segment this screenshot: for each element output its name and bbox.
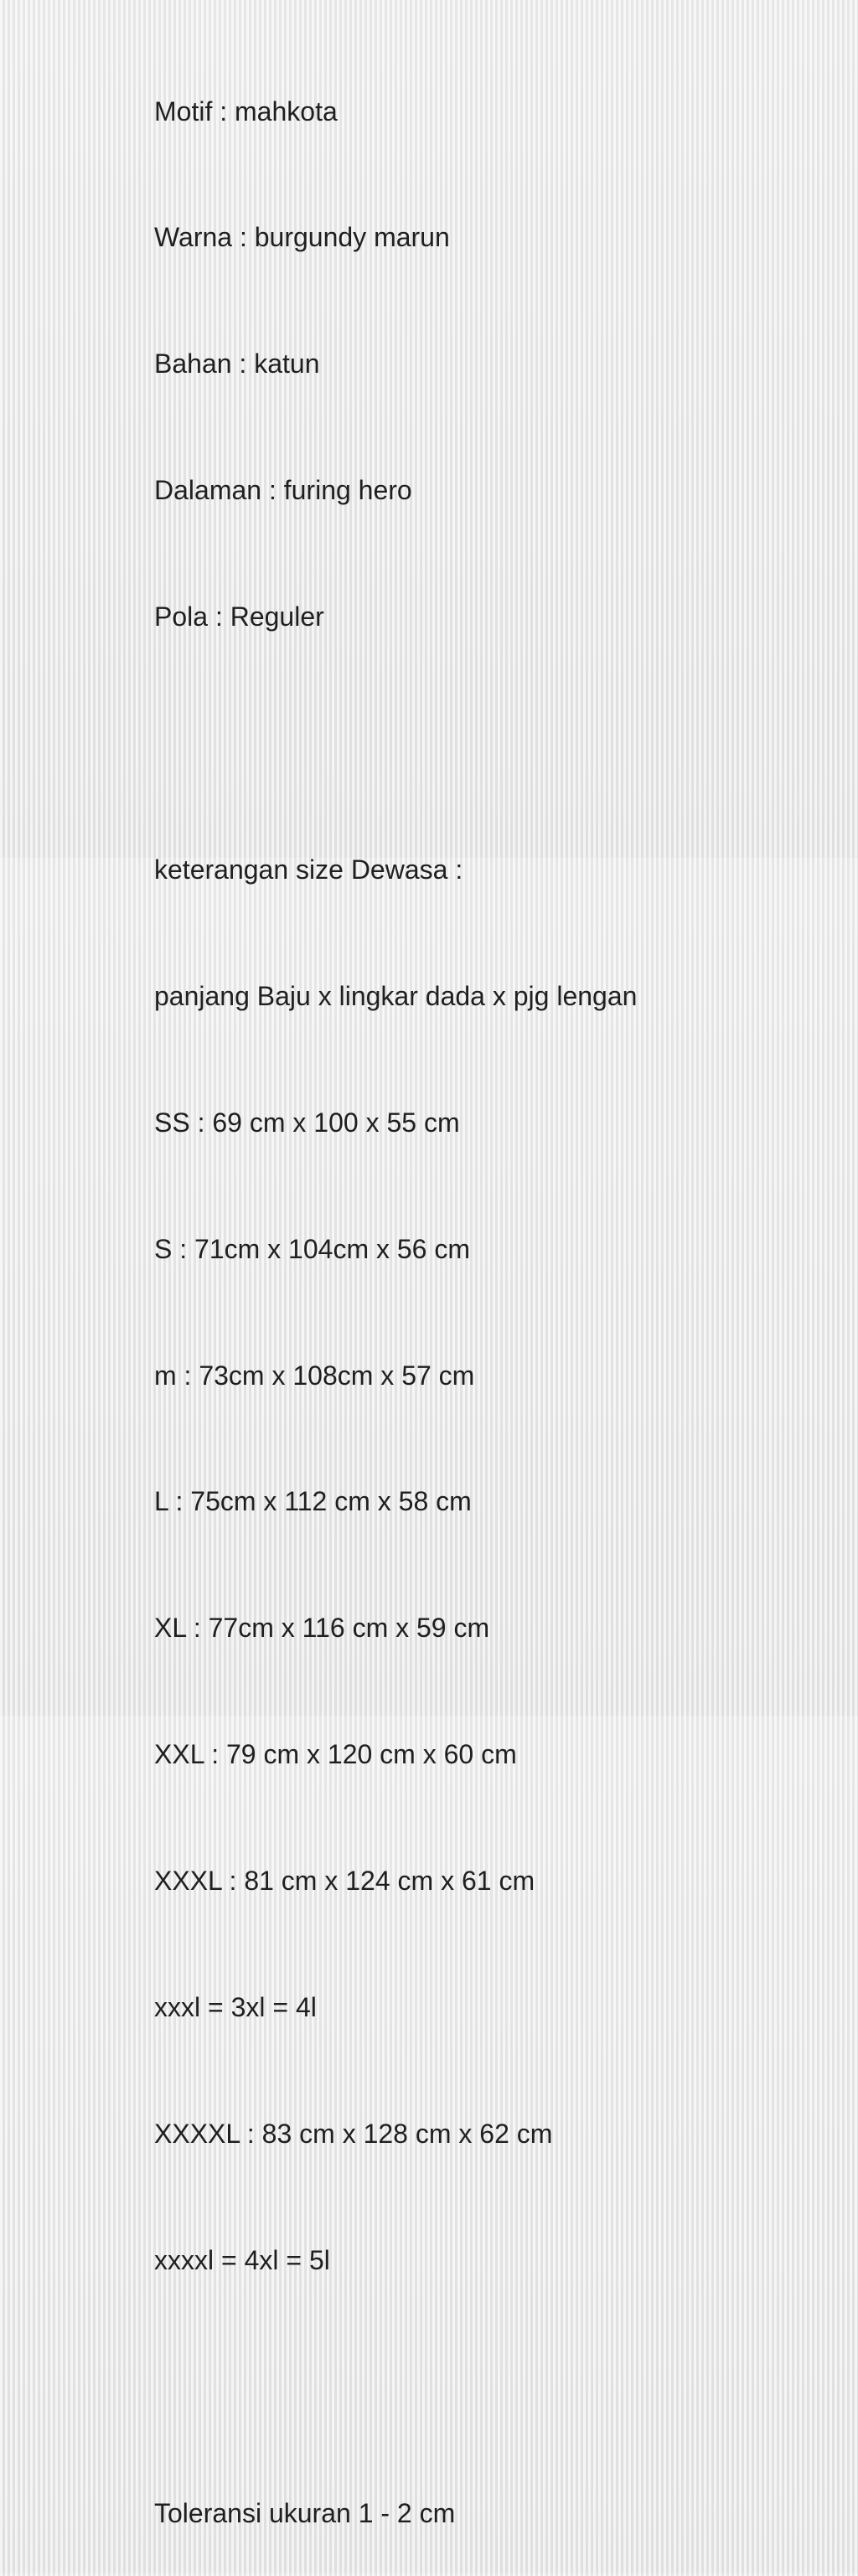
blank-line [154,722,637,764]
spec-bahan: Bahan : katun [154,348,320,379]
spec-motif: Motif : mahkota [154,96,338,126]
size-row-xl: XL : 77cm x 116 cm x 59 cm [154,1613,490,1644]
size-row-xxl: XXL : 79 cm x 120 cm x 60 cm [154,1739,517,1770]
size-row-l: L : 75cm x 112 cm x 58 cm [154,1486,472,1517]
size-row-xxxl: XXXL : 81 cm x 124 cm x 61 cm [154,1866,535,1897]
spec-pola: Pola : Reguler [154,601,324,632]
size-info-text [154,6,637,2576]
size-row-s: S : 71cm x 104cm x 56 cm [154,1233,471,1264]
size-equivalence-xxxl: xxxl = 3xl = 4l [154,1991,317,2022]
spec-dalaman: Dalaman : furing hero [154,475,412,506]
size-section-title: keterangan size Dewasa : [154,854,463,885]
size-format-line: panjang Baju x lingkar dada x pjg lengan [154,980,638,1011]
size-row-xxxxl: XXXXL : 83 cm x 128 cm x 62 cm [154,2118,553,2149]
size-row-ss: SS : 69 cm x 100 x 55 cm [154,1107,460,1138]
tolerance-note: Toleransi ukuran 1 - 2 cm [154,2497,456,2528]
blank-line [154,2366,637,2408]
size-row-m: m : 73cm x 108cm x 57 cm [154,1360,475,1391]
spec-warna: Warna : burgundy marun [154,222,450,253]
size-equivalence-xxxxl: xxxxl = 4xl = 5l [154,2244,330,2275]
